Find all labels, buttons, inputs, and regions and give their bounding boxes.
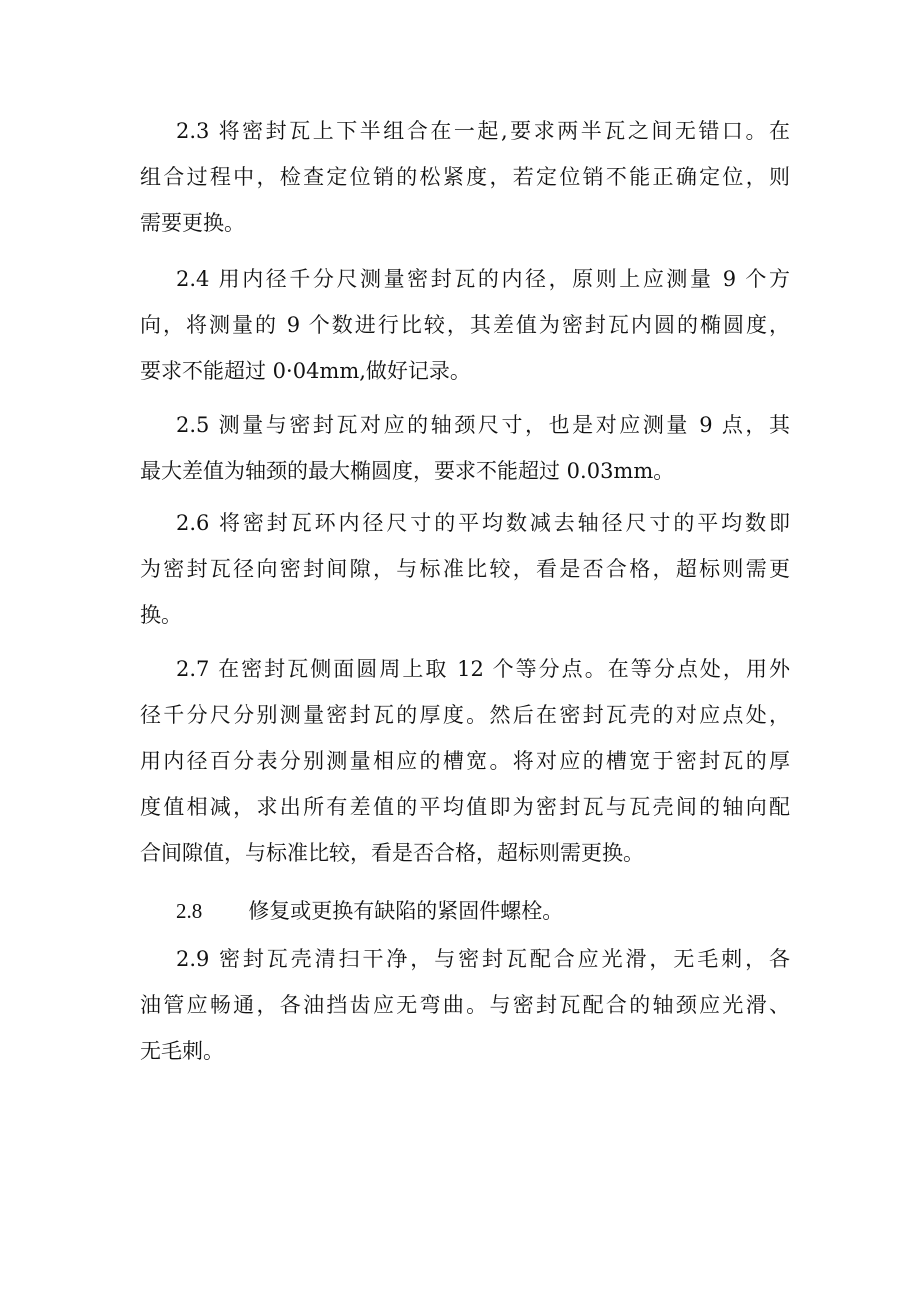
paragraph-2-3 [140,108,790,246]
paragraph-line: 组合过程中，检查定位销的松紧度，若定位销不能正确定位，则 [140,165,790,189]
paragraph-line: 2.9 密封瓦壳清扫干净，与密封瓦配合应光滑，无毛刺，各 [176,947,790,971]
paragraph-line: 2.5 测量与密封瓦对应的轴颈尺寸，也是对应测量 9 点，其 [176,413,790,437]
paragraph-2-9 [140,936,790,1074]
paragraph-line: 2.4 用内径千分尺测量密封瓦的内径，原则上应测量 9 个方 [176,267,790,291]
paragraph-line: 用内径百分表分别测量相应的槽宽。将对应的槽宽于密封瓦的厚 [140,749,790,773]
paragraph-line: 无毛刺。 [140,1039,224,1063]
paragraph-line: 合间隙值，与标准比较，看是否合格，超标则需更换。 [140,841,644,865]
paragraph-text: 修复或更换有缺陷的紧固件螺栓。 [248,899,564,923]
paragraph-line: 要求不能超过 0·04mm,做好记录。 [140,359,471,383]
paragraph-line: 径千分尺分别测量密封瓦的厚度。然后在密封瓦壳的对应点处， [140,703,790,727]
paragraph-line: 为密封瓦径向密封间隙，与标准比较，看是否合格，超标则需更 [140,557,790,581]
paragraph-line: 最大差值为轴颈的最大椭圆度，要求不能超过 0.03mm。 [140,459,675,483]
paragraph-line: 2.3 将密封瓦上下半组合在一起,要求两半瓦之间无错口。在 [176,119,790,143]
paragraph-line: 度值相减，求出所有差值的平均值即为密封瓦与瓦壳间的轴向配 [140,795,790,819]
paragraph-line: 油管应畅通，各油挡齿应无弯曲。与密封瓦配合的轴颈应光滑、 [140,993,790,1017]
paragraph-line: 需要更换。 [140,211,245,235]
paragraph-line: 换。 [140,603,182,627]
paragraph-line: 向，将测量的 9 个数进行比较，其差值为密封瓦内圆的椭圆度， [140,313,790,337]
paragraph-2-7 [140,646,790,876]
paragraph-2-4 [140,256,790,394]
paragraph-2-6 [140,500,790,638]
paragraph-2-5 [140,402,790,494]
paragraph-line: 2.6 将密封瓦环内径尺寸的平均数减去轴径尺寸的平均数即 [176,511,790,535]
paragraph-line: 2.7 在密封瓦侧面圆周上取 12 个等分点。在等分点处，用外 [176,657,790,681]
paragraph-line [140,888,790,934]
paragraph-number: 2.8 [176,899,203,923]
paragraph-2-8 [140,888,790,934]
